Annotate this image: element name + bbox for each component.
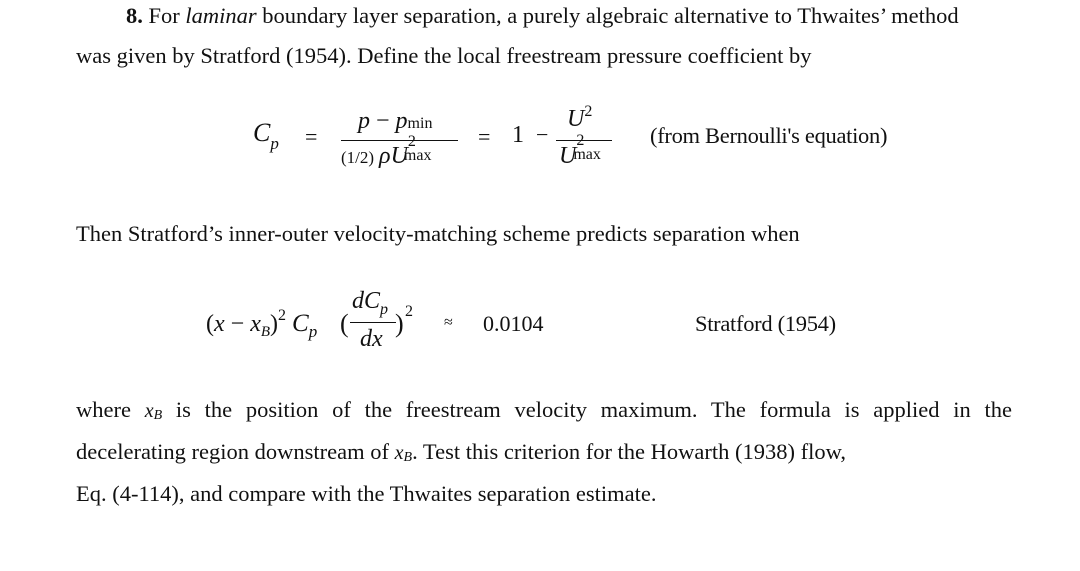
eq1-rden-u: U bbox=[559, 143, 577, 169]
eq1-rnum-u: U bbox=[567, 106, 585, 132]
eq1-rnum-sup: 2 bbox=[584, 103, 593, 120]
problem-line-3: Then Stratford’s inner-outer velocity-matching scheme predicts separation when bbox=[76, 221, 800, 246]
eq1-den-sup: 2 bbox=[407, 133, 416, 150]
eq2-num-sub: p bbox=[380, 301, 389, 318]
para-line-3: Eq. (4-114), and compare with the Thwaites separation estimate. bbox=[76, 481, 657, 506]
eq2-x: x bbox=[214, 311, 225, 337]
intro-text-3: boundary layer separation, a purely algebraic alternative to Thwaites’ method bbox=[256, 3, 959, 28]
eq1-num-p2: p bbox=[395, 108, 408, 134]
eq2-denominator: dx bbox=[360, 326, 383, 352]
eq2-open: ( bbox=[206, 311, 214, 337]
para-l1-b-sub: B bbox=[153, 408, 163, 423]
eq2-num-d: dC bbox=[352, 288, 381, 314]
eq1-equals-2: = bbox=[478, 124, 491, 149]
para-line-2 bbox=[76, 439, 846, 465]
eq1-den-sub: max bbox=[403, 147, 432, 164]
para-line-1 bbox=[76, 397, 1012, 423]
eq1-note: (from Bernoulli's equation) bbox=[650, 123, 888, 148]
para-l1-a: where bbox=[76, 397, 145, 422]
eq2-minus: − bbox=[224, 311, 251, 337]
eq1-den-u: U bbox=[390, 143, 408, 169]
eq1-lhs-sub: p bbox=[270, 134, 279, 153]
intro-text-1: For bbox=[148, 3, 186, 28]
problem-number: 8. bbox=[126, 3, 143, 28]
eq1-lhs-c: C bbox=[253, 118, 271, 147]
eq1-num-p: p bbox=[358, 108, 370, 134]
intro-laminar: laminar bbox=[185, 3, 257, 28]
eq2-close: ) bbox=[270, 311, 279, 337]
eq1-right-numerator bbox=[567, 103, 593, 133]
eq1-lhs bbox=[253, 118, 279, 153]
eq1-minus: − bbox=[536, 122, 549, 147]
problem-line-2: was given by Stratford (1954). Define the local freestream pressure coefficient by bbox=[76, 43, 812, 68]
para-l2-x: x bbox=[394, 442, 404, 464]
eq1-numerator bbox=[358, 108, 432, 135]
para-l1-x: x bbox=[144, 400, 154, 422]
eq2-value: 0.0104 bbox=[483, 311, 544, 336]
para-l2-a: decelerating region downstream of bbox=[76, 439, 395, 464]
eq2-xb-sub: B bbox=[260, 324, 271, 340]
para-l2-b: . Test this criterion for the Howarth (1938) flow, bbox=[412, 439, 847, 464]
eq1-right-denominator bbox=[559, 132, 606, 170]
eq1-rden-sub: max bbox=[573, 146, 601, 163]
eq1-rden-sup: 2 bbox=[576, 132, 585, 149]
eq1-fraction-bar-1 bbox=[341, 140, 458, 141]
eq2-fraction-bar bbox=[350, 322, 396, 323]
eq2-paren-close: ) bbox=[395, 309, 404, 338]
eq2-sup2b: 2 bbox=[405, 303, 413, 320]
para-l2-b-sub: B bbox=[403, 450, 413, 465]
eq2-reference: Stratford (1954) bbox=[695, 311, 836, 336]
problem-line-1 bbox=[126, 3, 959, 29]
eq2-paren-open: ( bbox=[340, 309, 349, 338]
para-l1-b: is the position of the freestream velocity maximum. The formula is applied in the bbox=[162, 397, 1012, 422]
eq2-c-sub: p bbox=[308, 322, 318, 341]
eq2-approx: ≈ bbox=[444, 314, 453, 331]
eq1-denominator bbox=[341, 133, 438, 170]
eq1-equals: = bbox=[305, 124, 318, 149]
eq2-sup2: 2 bbox=[278, 307, 287, 324]
eq2-xb: x bbox=[250, 311, 261, 337]
eq2-numerator bbox=[352, 288, 389, 318]
eq2-lhs bbox=[206, 307, 318, 341]
eq1-num-sub: min bbox=[407, 115, 433, 132]
eq1-den-half: (1/2) bbox=[341, 148, 375, 167]
eq1-num-minus: − bbox=[370, 108, 396, 134]
eq2-c: C bbox=[292, 310, 309, 337]
eq1-den-rho: ρ bbox=[379, 143, 391, 169]
eq1-one: 1 bbox=[512, 122, 524, 148]
